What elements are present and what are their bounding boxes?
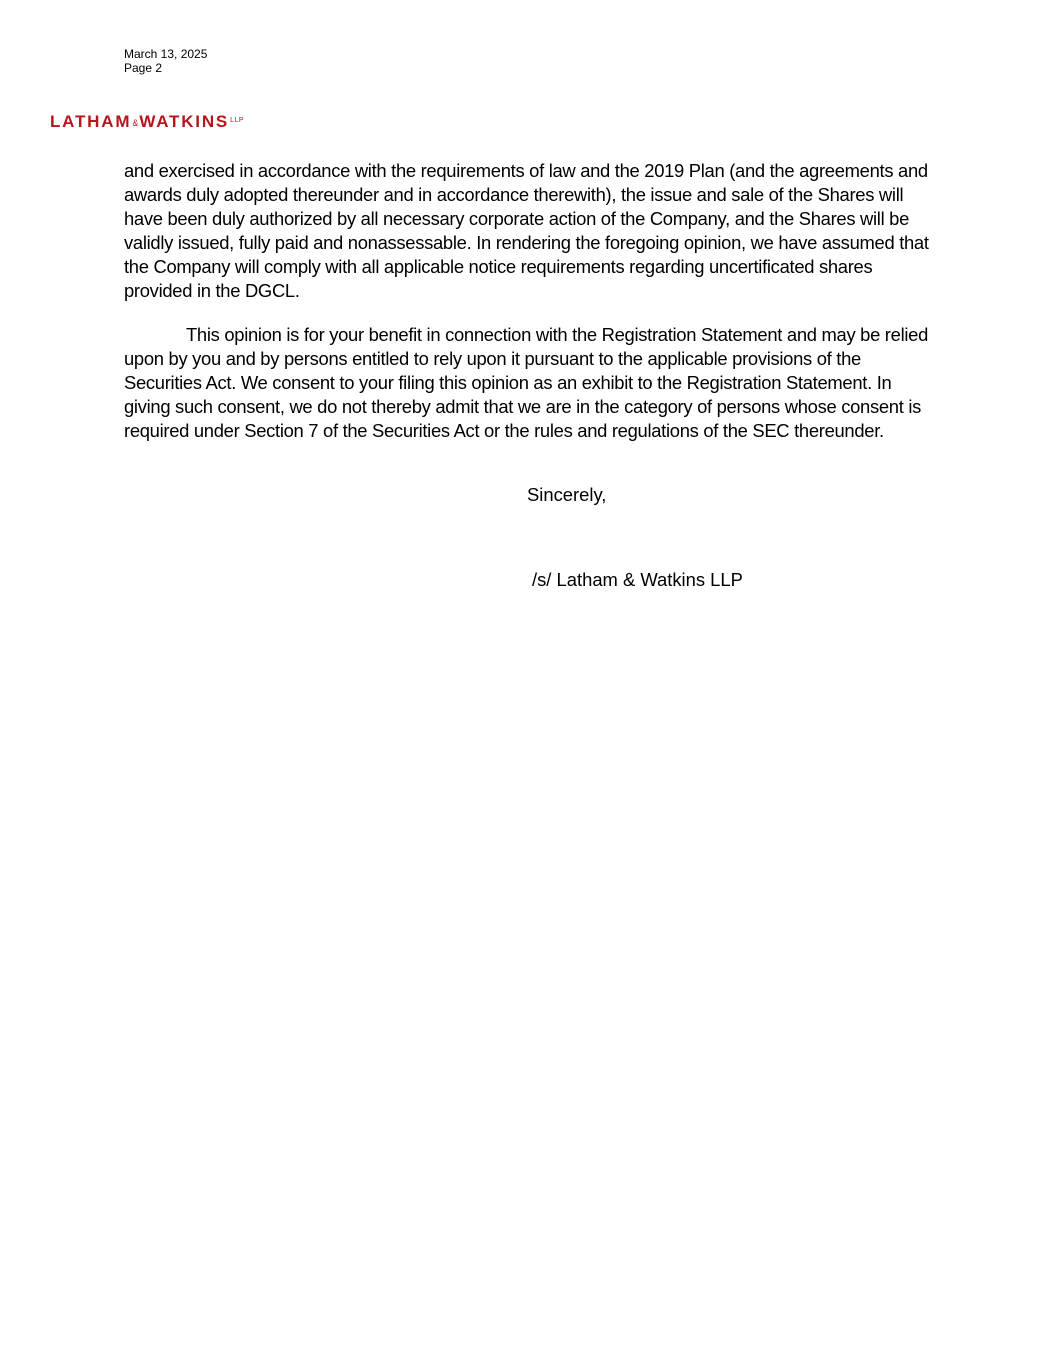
body-paragraph-1: and exercised in accordance with the requirements of law and the 2019 Plan (and the agreements and awards duly adopted thereunder and in accordance therewith), the issue and sale of the Shares will have been duly authorized by all necessary corporate action of the Company, and the Shares will be validly issued, fully paid and nonassessable. In rendering the foregoing opinion, we have assumed that the Company will comply with all applicable notice requirements regarding uncertificated shares provided in the DGCL. (124, 160, 929, 301)
logo-ampersand: & (132, 118, 139, 128)
letter-date: March 13, 2025 (124, 47, 208, 61)
firm-logo (50, 111, 244, 133)
letter-body (124, 159, 934, 463)
logo-name-left: LATHAM (50, 112, 132, 131)
letter-header (124, 47, 207, 75)
logo-name-right: WATKINS (139, 112, 230, 131)
closing-salutation: Sincerely, (527, 484, 607, 505)
body-paragraph-2: This opinion is for your benefit in connection with the Registration Statement and may be relied upon by you and by persons entitled to rely upon it pursuant to the applicable provisions of the Securities Act. We consent to your filing this opinion as an exhibit to the Registration Statement. In giving such consent, we do not thereby admit that we are in the category of persons whose consent is required under Section 7 of the Securities Act or the rules and regulations of the SEC thereunder. (124, 324, 928, 441)
page-number: Page 2 (124, 61, 163, 75)
logo-suffix: LLP (230, 117, 245, 124)
signature-line: /s/ Latham & Watkins LLP (532, 569, 743, 590)
